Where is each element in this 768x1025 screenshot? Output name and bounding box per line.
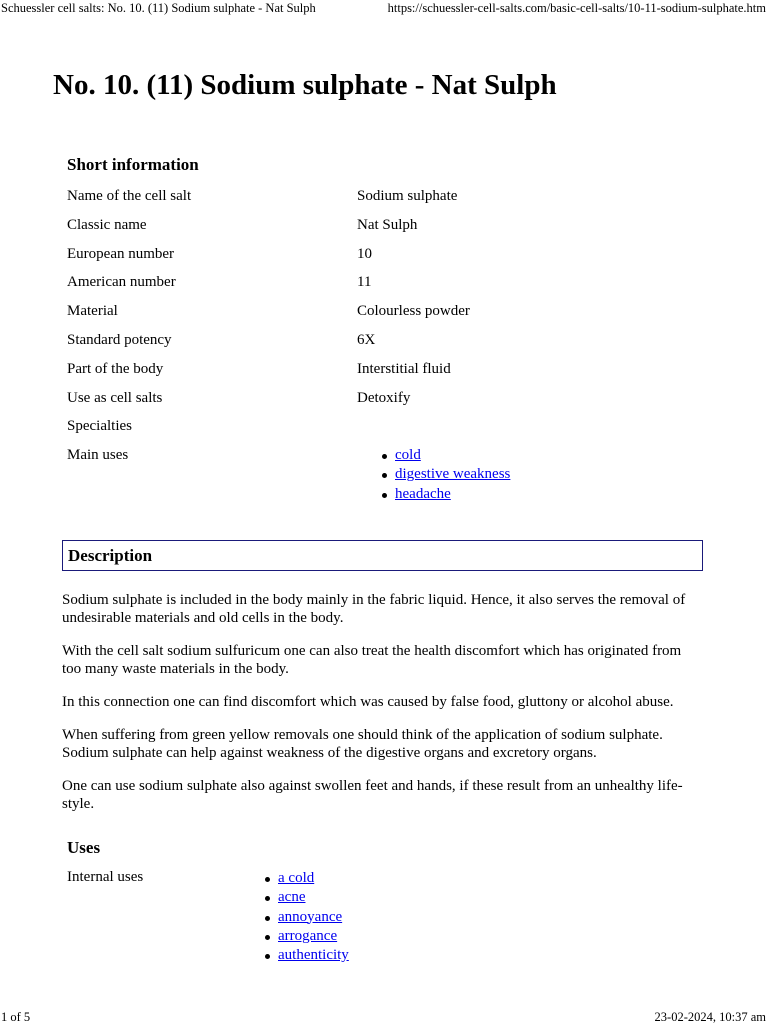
info-row (67, 243, 707, 272)
info-label: Classic name (67, 216, 147, 233)
bullet-icon (382, 473, 387, 478)
use-link-annoyance[interactable]: annoyance (278, 908, 343, 925)
list-item (395, 446, 510, 465)
list-item (278, 908, 349, 927)
use-link-a-cold[interactable]: a cold (278, 870, 315, 886)
main-uses-list (395, 446, 510, 504)
info-row (67, 271, 707, 300)
list-item (395, 465, 510, 484)
info-label: Part of the body (67, 360, 164, 377)
info-row (67, 185, 707, 214)
info-label: Main uses (67, 447, 129, 464)
header-page-title: Schuessler cell salts: No. 10. (11) Sodium sulphate - Nat Sulph (1, 1, 316, 15)
uses-section (67, 837, 707, 964)
bullet-icon (265, 877, 270, 882)
short-information-table (67, 185, 707, 473)
main-use-link-headache[interactable]: headache (395, 485, 451, 502)
description-heading-box (62, 540, 703, 571)
info-label: Standard potency (67, 331, 172, 348)
description-paragraph: Sodium sulphate is included in the body mainly in the fabric liquid. Hence, it also serves the removal of undesirable materials and old cells in the body. (62, 592, 686, 626)
info-row (67, 415, 707, 444)
info-row (67, 444, 707, 473)
info-label: Name of the cell salt (67, 188, 192, 204)
info-label: Specialties (67, 418, 132, 435)
info-value: Colourless powder (357, 303, 470, 320)
info-row (67, 300, 707, 329)
info-row (67, 358, 707, 387)
info-value: Detoxify (357, 389, 411, 406)
uses-heading: Uses (67, 838, 101, 857)
internal-uses-list (278, 869, 349, 965)
main-use-link-cold[interactable]: cold (395, 447, 421, 463)
info-label: European number (67, 245, 175, 262)
print-header (0, 0, 768, 16)
description-paragraph: One can use sodium sulphate also against swollen feet and hands, if these result from an unhealthy life-style. (62, 778, 683, 812)
bullet-icon (265, 935, 270, 940)
internal-uses-label: Internal uses (67, 869, 144, 885)
bullet-icon (382, 454, 387, 459)
main-use-link-digestive-weakness[interactable]: digestive weakness (395, 466, 511, 483)
description-paragraph: When suffering from green yellow removals one should think of the application of sodium sulphate. Sodium sulphate can help against weakness of the digestive organs and excretory organs. (62, 727, 663, 761)
description-paragraph: With the cell salt sodium sulfuricum one can also treat the health discomfort which has originated from too many waste materials in the body. (62, 643, 682, 677)
use-link-arrogance[interactable]: arrogance (278, 927, 338, 944)
info-value: 6X (357, 331, 376, 348)
info-label: Material (67, 303, 118, 320)
list-item (278, 869, 349, 888)
info-value: Sodium sulphate (357, 188, 458, 204)
list-item (395, 485, 510, 504)
info-row (67, 214, 707, 243)
info-label: American number (67, 274, 176, 291)
info-label: Use as cell salts (67, 389, 163, 406)
info-value: Interstitial fluid (357, 360, 451, 377)
list-item (278, 927, 349, 946)
bullet-icon (265, 954, 270, 959)
info-value: 10 (357, 245, 372, 262)
list-item (278, 946, 349, 965)
bullet-icon (265, 896, 270, 901)
list-item (278, 888, 349, 907)
info-value: Nat Sulph (357, 216, 418, 233)
header-url: https://schuessler-cell-salts.com/basic-cell-salts/10-11-sodium-sulphate.htm (387, 1, 766, 15)
description-body (62, 591, 702, 828)
print-datetime: 23-02-2024, 10:37 am (654, 1010, 766, 1024)
info-row (67, 387, 707, 416)
short-information-section (67, 154, 707, 502)
print-footer (0, 1010, 768, 1024)
bullet-icon (382, 493, 387, 498)
use-link-authenticity[interactable]: authenticity (278, 947, 349, 964)
page-indicator: 1 of 5 (1, 1010, 31, 1024)
description-heading: Description (68, 546, 153, 565)
info-row (67, 329, 707, 358)
short-information-heading: Short information (67, 155, 199, 174)
info-value: 11 (357, 274, 372, 291)
page-title: No. 10. (11) Sodium sulphate - Nat Sulph (53, 69, 557, 101)
use-link-acne[interactable]: acne (278, 889, 306, 906)
bullet-icon (265, 916, 270, 921)
description-paragraph: In this connection one can find discomfort which was caused by false food, gluttony or alcohol abuse. (62, 694, 674, 710)
